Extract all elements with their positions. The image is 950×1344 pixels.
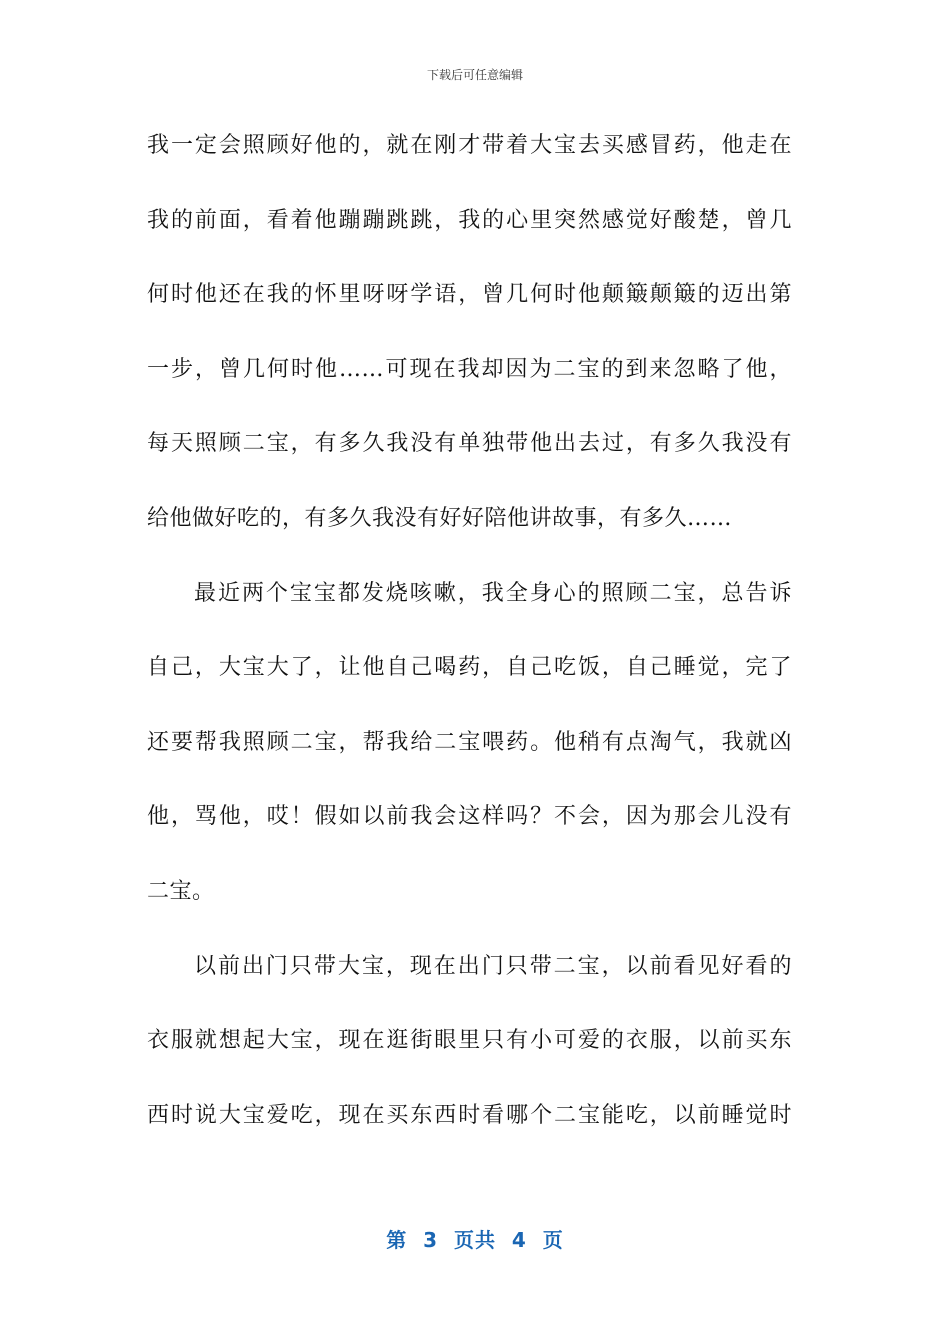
- document-body: [147, 127, 792, 1171]
- text-line: 衣服就想起大宝，现在逛街眼里只有小可爱的衣服，以前买东: [147, 1028, 792, 1054]
- text-line: 我的前面，看着他蹦蹦跳跳，我的心里突然感觉好酸楚，曾几: [147, 207, 792, 233]
- text-line: 以前出门只带大宝，现在出门只带二宝，以前看见好看的: [194, 953, 792, 979]
- text-line: 何时他还在我的怀里呀呀学语，曾几何时他颠簸颠簸的迈出第: [147, 282, 792, 308]
- text-line: 自己，大宝大了，让他自己喝药，自己吃饭，自己睡觉，完了: [147, 655, 792, 681]
- text-line: 还要帮我照顾二宝，帮我给二宝喂药。他稍有点淘气，我就凶: [147, 729, 792, 755]
- page-number-footer: 第 3 页共 4 页: [386, 1228, 564, 1252]
- text-line: 西时说大宝爱吃，现在买东西时看哪个二宝能吃，以前睡觉时: [147, 1102, 792, 1128]
- text-line: 我一定会照顾好他的，就在刚才带着大宝去买感冒药，他走在: [147, 133, 792, 158]
- text-line: 一步，曾几何时他……可现在我却因为二宝的到来忽略了他，: [147, 356, 792, 382]
- text-line: 二宝。: [147, 878, 215, 904]
- text-line: 他，骂他，哎！假如以前我会这样吗？不会，因为那会儿没有: [147, 804, 792, 830]
- text-line: 每天照顾二宝，有多久我没有单独带他出去过，有多久我没有: [147, 431, 792, 457]
- header-note: 下载后可任意编辑: [426, 68, 523, 82]
- text-line: 最近两个宝宝都发烧咳嗽，我全身心的照顾二宝，总告诉: [194, 580, 792, 606]
- text-line: 给他做好吃的，有多久我没有好好陪他讲故事，有多久……: [147, 505, 733, 531]
